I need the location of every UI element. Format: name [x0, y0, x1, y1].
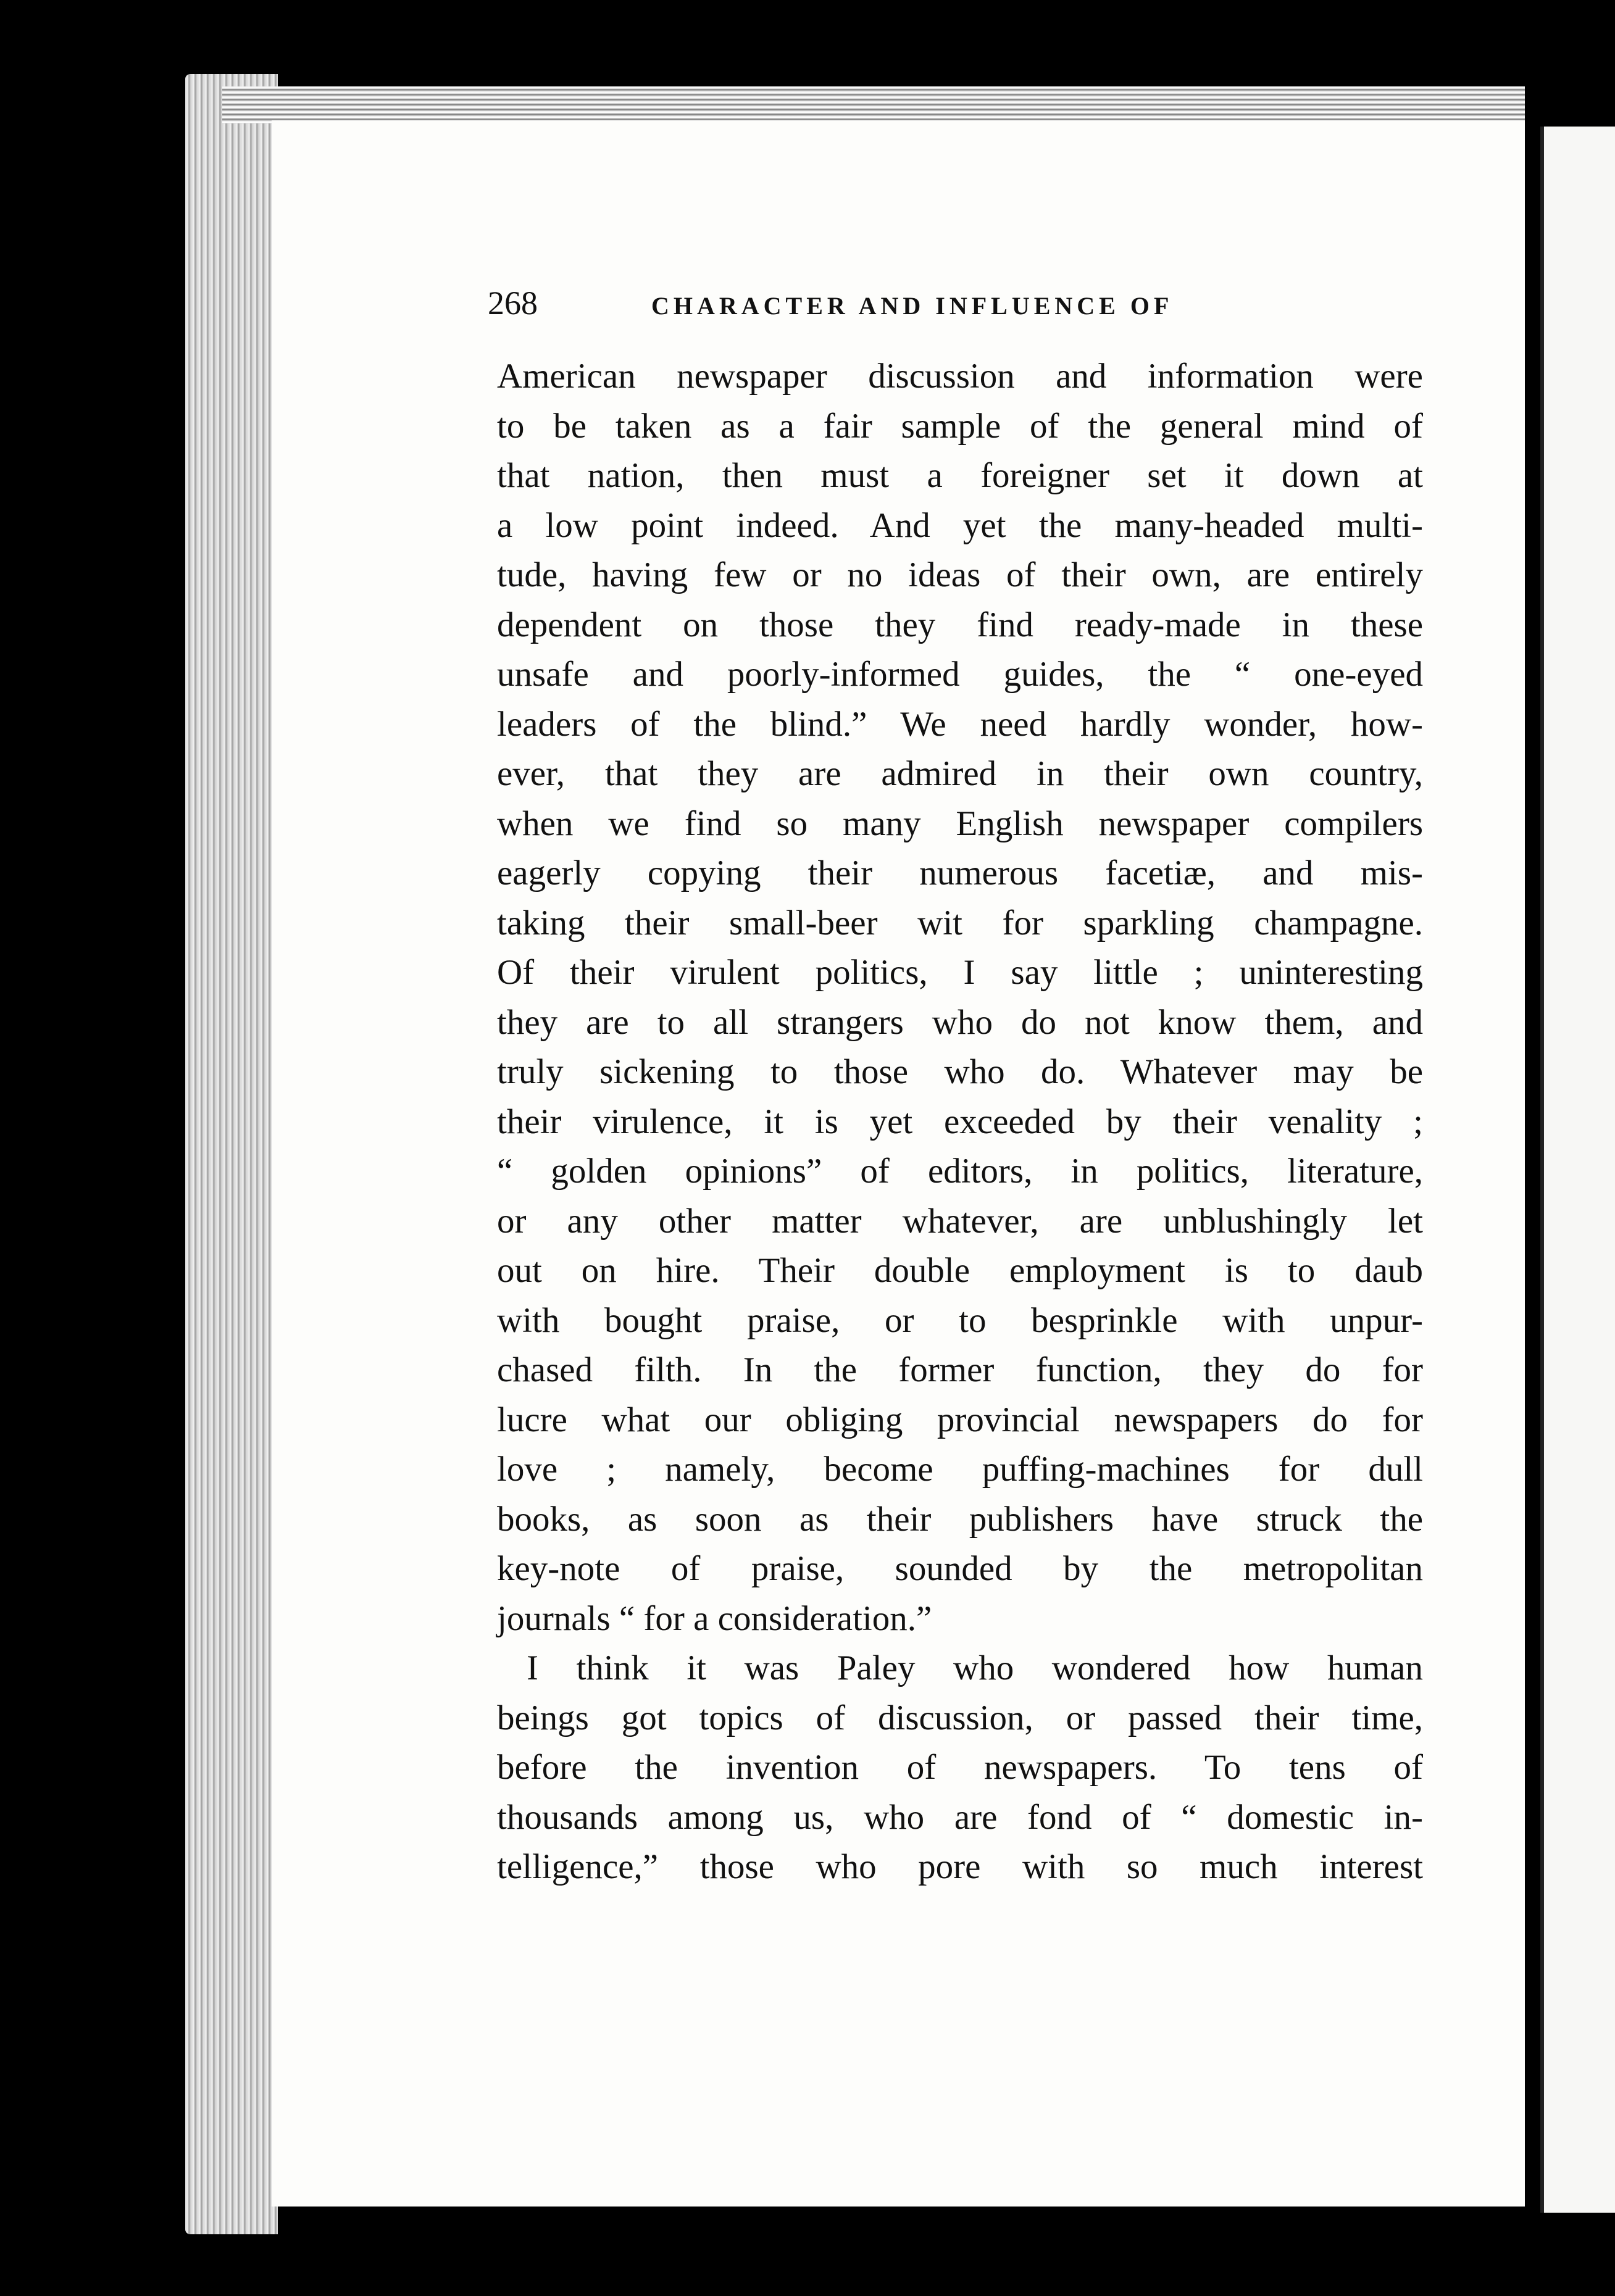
book-page-edges-top	[222, 86, 1525, 123]
text-line: before the invention of newspapers. To tens of	[497, 1748, 1423, 1787]
text-line: ever, that they are admired in their own country,	[497, 754, 1423, 793]
text-line: when we find so many English newspaper compilers	[497, 804, 1423, 843]
text-line: love ; namely, become puffing-machines for dull	[497, 1450, 1423, 1489]
book-page	[272, 120, 1525, 2207]
text-line: or any other matter whatever, are unblushingly let	[497, 1201, 1423, 1241]
text-line: chased filth. In the former function, they do for	[497, 1350, 1423, 1389]
text-line: lucre what our obliging provincial newspapers do for	[497, 1400, 1423, 1439]
text-line: Of their virulent politics, I say little ; uninteresting	[497, 953, 1423, 992]
text-line: key-note of praise, sounded by the metropolitan	[497, 1549, 1423, 1588]
text-line: tude, having few or no ideas of their own, are entirely	[497, 555, 1423, 594]
text-line: journals “ for a consideration.”	[497, 1599, 932, 1638]
page-number: 268	[488, 285, 538, 322]
text-line: telligence,” those who pore with so much interest	[497, 1847, 1423, 1886]
text-line: truly sickening to those who do. Whatever may be	[497, 1052, 1423, 1091]
text-line: a low point indeed. And yet the many-headed multi-	[497, 505, 1423, 545]
text-line: taking their small-beer wit for sparkling champagne.	[497, 903, 1423, 942]
text-line: dependent on those they find ready-made in these	[497, 605, 1423, 644]
text-line: unsafe and poorly-informed guides, the “ one-eyed	[497, 655, 1423, 694]
text-line: their virulence, it is yet exceeded by their venality ;	[497, 1102, 1423, 1141]
text-line: to be taken as a fair sample of the general mind of	[497, 406, 1423, 446]
body-text	[497, 352, 1423, 1892]
text-line: out on hire. Their double employment is to daub	[497, 1251, 1423, 1290]
page-header	[488, 284, 1537, 339]
facing-page-edge	[1540, 127, 1615, 2213]
text-line: with bought praise, or to besprinkle with unpur-	[497, 1300, 1423, 1340]
text-line: that nation, then must a foreigner set it down at	[497, 456, 1423, 495]
text-line: “ golden opinions” of editors, in politics, literature,	[497, 1152, 1423, 1191]
text-line: leaders of the blind.” We need hardly wonder, how-	[497, 704, 1423, 744]
text-line: books, as soon as their publishers have struck the	[497, 1499, 1423, 1539]
text-line: beings got topics of discussion, or passed their time,	[497, 1698, 1423, 1737]
text-line: thousands among us, who are fond of “ domestic in-	[497, 1797, 1423, 1837]
running-head: CHARACTER AND INFLUENCE OF	[651, 292, 1174, 320]
text-line: they are to all strangers who do not know them, and	[497, 1002, 1423, 1042]
text-line: I think it was Paley who wondered how human	[527, 1649, 1423, 1687]
text-line: American newspaper discussion and information were	[497, 357, 1423, 396]
text-line: eagerly copying their numerous facetiæ, and mis-	[497, 854, 1423, 892]
book-page-edges	[185, 74, 278, 2234]
